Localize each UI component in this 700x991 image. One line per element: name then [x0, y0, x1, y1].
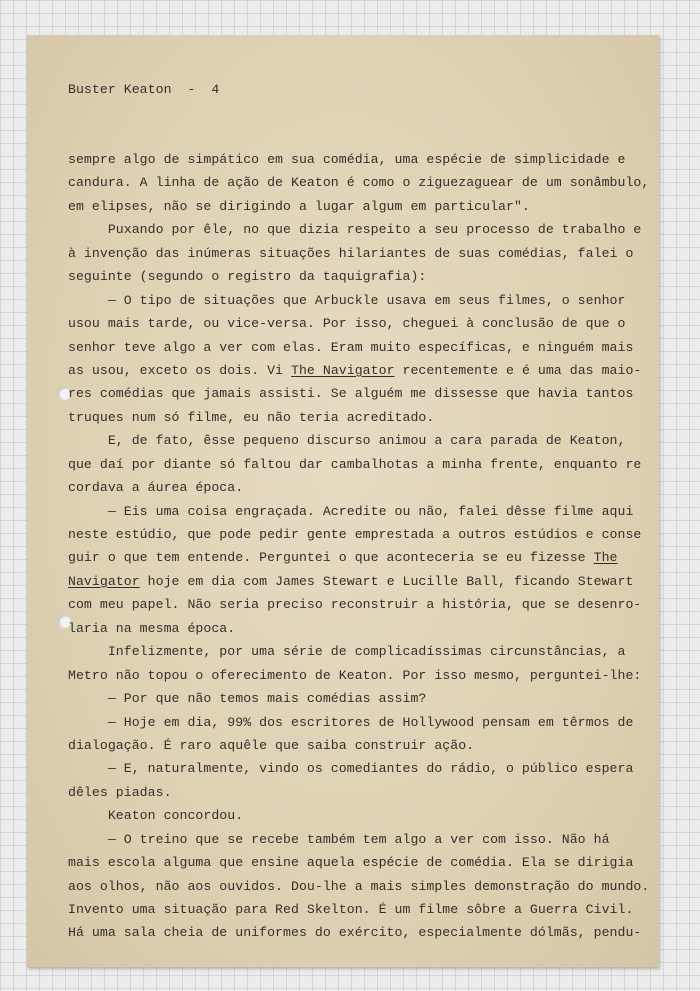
- text-line: [68, 500, 648, 523]
- text-segment: neste estúdio, que pode pedir gente emprestada a outros estúdios e conse: [68, 527, 642, 542]
- text-line: [68, 781, 648, 804]
- body-text: [68, 148, 648, 945]
- text-segment: sempre algo de simpático em sua comédia, uma espécie de simplicidade e: [68, 152, 626, 167]
- text-line: [68, 804, 648, 827]
- text-segment: em elipses, não se dirigindo a lugar algum em particular".: [68, 198, 530, 214]
- text-line: [68, 265, 648, 288]
- text-line: [68, 828, 648, 851]
- text-segment: guir o que tem entende. Perguntei o que aconteceria se eu fizesse: [68, 550, 594, 566]
- text-line: [68, 289, 648, 312]
- text-segment: dialogação. É raro aquêle que saiba construir ação.: [68, 737, 475, 753]
- underlined-title: The: [593, 550, 618, 566]
- text-segment: res comédias que jamais assisti. Se alguém me dissesse que havia tantos: [68, 386, 634, 402]
- underlined-title: Navigator: [68, 573, 140, 589]
- text-line: [68, 171, 648, 194]
- text-segment: hoje em dia com James Stewart e Lucille Ball, ficando Stewart: [139, 573, 634, 589]
- text-segment: senhor teve algo a ver com elas. Eram muito específicas, e ninguém mais: [68, 339, 634, 355]
- text-line: [68, 617, 648, 640]
- text-line: [68, 523, 648, 546]
- text-line: [68, 687, 648, 710]
- text-segment: seguinte (segundo o registro da taquigrafia):: [68, 269, 427, 285]
- page-number: 4: [211, 82, 220, 97]
- text-segment: truques num só filme, eu não teria acreditado.: [68, 409, 435, 425]
- text-segment: Keaton concordou.: [68, 808, 244, 824]
- text-line: [68, 476, 648, 499]
- text-line: [68, 195, 648, 218]
- text-segment: as usou, exceto os dois. Vi: [68, 362, 291, 378]
- typewritten-page: [27, 35, 659, 967]
- text-line: [68, 382, 648, 405]
- text-segment: com meu papel. Não seria preciso reconstruir a história, que se desenro-: [68, 597, 642, 613]
- text-segment: — Eis uma coisa engraçada. Acredite ou não, falei dêsse filme aqui: [68, 503, 634, 519]
- text-line: [68, 148, 648, 171]
- text-segment: — O treino que se recebe também tem algo a ver com isso. Não há: [68, 831, 610, 847]
- underlined-title: The Navigator: [291, 362, 395, 378]
- text-line: [68, 218, 648, 241]
- text-line: [68, 734, 648, 757]
- text-line: [68, 640, 648, 663]
- text-line: [68, 453, 648, 476]
- text-line: [68, 664, 648, 687]
- text-line: [68, 570, 648, 593]
- text-segment: E, de fato, êsse pequeno discurso animou a cara parada de Keaton,: [68, 433, 626, 449]
- text-segment: — Por que não temos mais comédias assim?: [68, 691, 427, 707]
- text-segment: que daí por diante só faltou dar cambalhotas a minha frente, enquanto re: [68, 456, 642, 472]
- text-line: [68, 593, 648, 616]
- text-segment: laria na mesma época.: [68, 620, 236, 636]
- text-segment: aos olhos, não aos ouvidos. Dou-lhe a mais simples demonstração do mundo.: [68, 878, 650, 894]
- text-segment: Infelizmente, por uma série de complicadíssimas circunstâncias, a: [68, 644, 626, 660]
- header-dash: -: [187, 82, 196, 97]
- header-title: Buster Keaton: [68, 82, 172, 97]
- text-segment: — E, naturalmente, vindo os comediantes do rádio, o público espera: [68, 761, 634, 777]
- text-segment: Invento uma situação para Red Skelton. É um filme sôbre a Guerra Civil.: [68, 902, 634, 917]
- text-line: [68, 757, 648, 780]
- typed-text-block: [68, 50, 648, 975]
- text-line: [68, 898, 648, 921]
- text-line: [68, 336, 648, 359]
- text-segment: à invenção das inúmeras situações hilariantes de suas comédias, falei o: [68, 245, 634, 261]
- text-line: [68, 875, 648, 898]
- text-line: [68, 406, 648, 429]
- text-line: [68, 851, 648, 874]
- page-header: [68, 80, 648, 100]
- text-segment: dêles piadas.: [68, 784, 172, 800]
- text-line: [68, 242, 648, 265]
- text-segment: Há uma sala cheia de uniformes do exército, especialmente dólmãs, pendu-: [68, 925, 642, 941]
- text-line: [68, 546, 648, 569]
- text-segment: usou mais tarde, ou vice-versa. Por isso, cheguei à conclusão de que o: [68, 316, 626, 332]
- text-segment: — O tipo de situações que Arbuckle usava em seus filmes, o senhor: [68, 292, 626, 308]
- text-segment: — Hoje em dia, 99% dos escritores de Hollywood pensam em têrmos de: [68, 714, 634, 730]
- text-line: [68, 429, 648, 452]
- text-segment: recentemente e é uma das maio-: [394, 362, 642, 378]
- text-line: [68, 921, 648, 944]
- text-segment: Metro não topou o oferecimento de Keaton. Por isso mesmo, perguntei-lhe:: [68, 667, 642, 683]
- text-segment: candura. A linha de ação de Keaton é como o ziguezaguear de um sonâmbulo,: [68, 175, 650, 191]
- text-line: [68, 359, 648, 382]
- text-segment: mais escola alguma que ensine aquela espécie de comédia. Ela se dirigia: [68, 855, 634, 871]
- text-segment: cordava a áurea época.: [68, 480, 244, 496]
- text-line: [68, 312, 648, 335]
- text-line: [68, 711, 648, 734]
- text-segment: Puxando por êle, no que dizia respeito a seu processo de trabalho e: [68, 222, 642, 238]
